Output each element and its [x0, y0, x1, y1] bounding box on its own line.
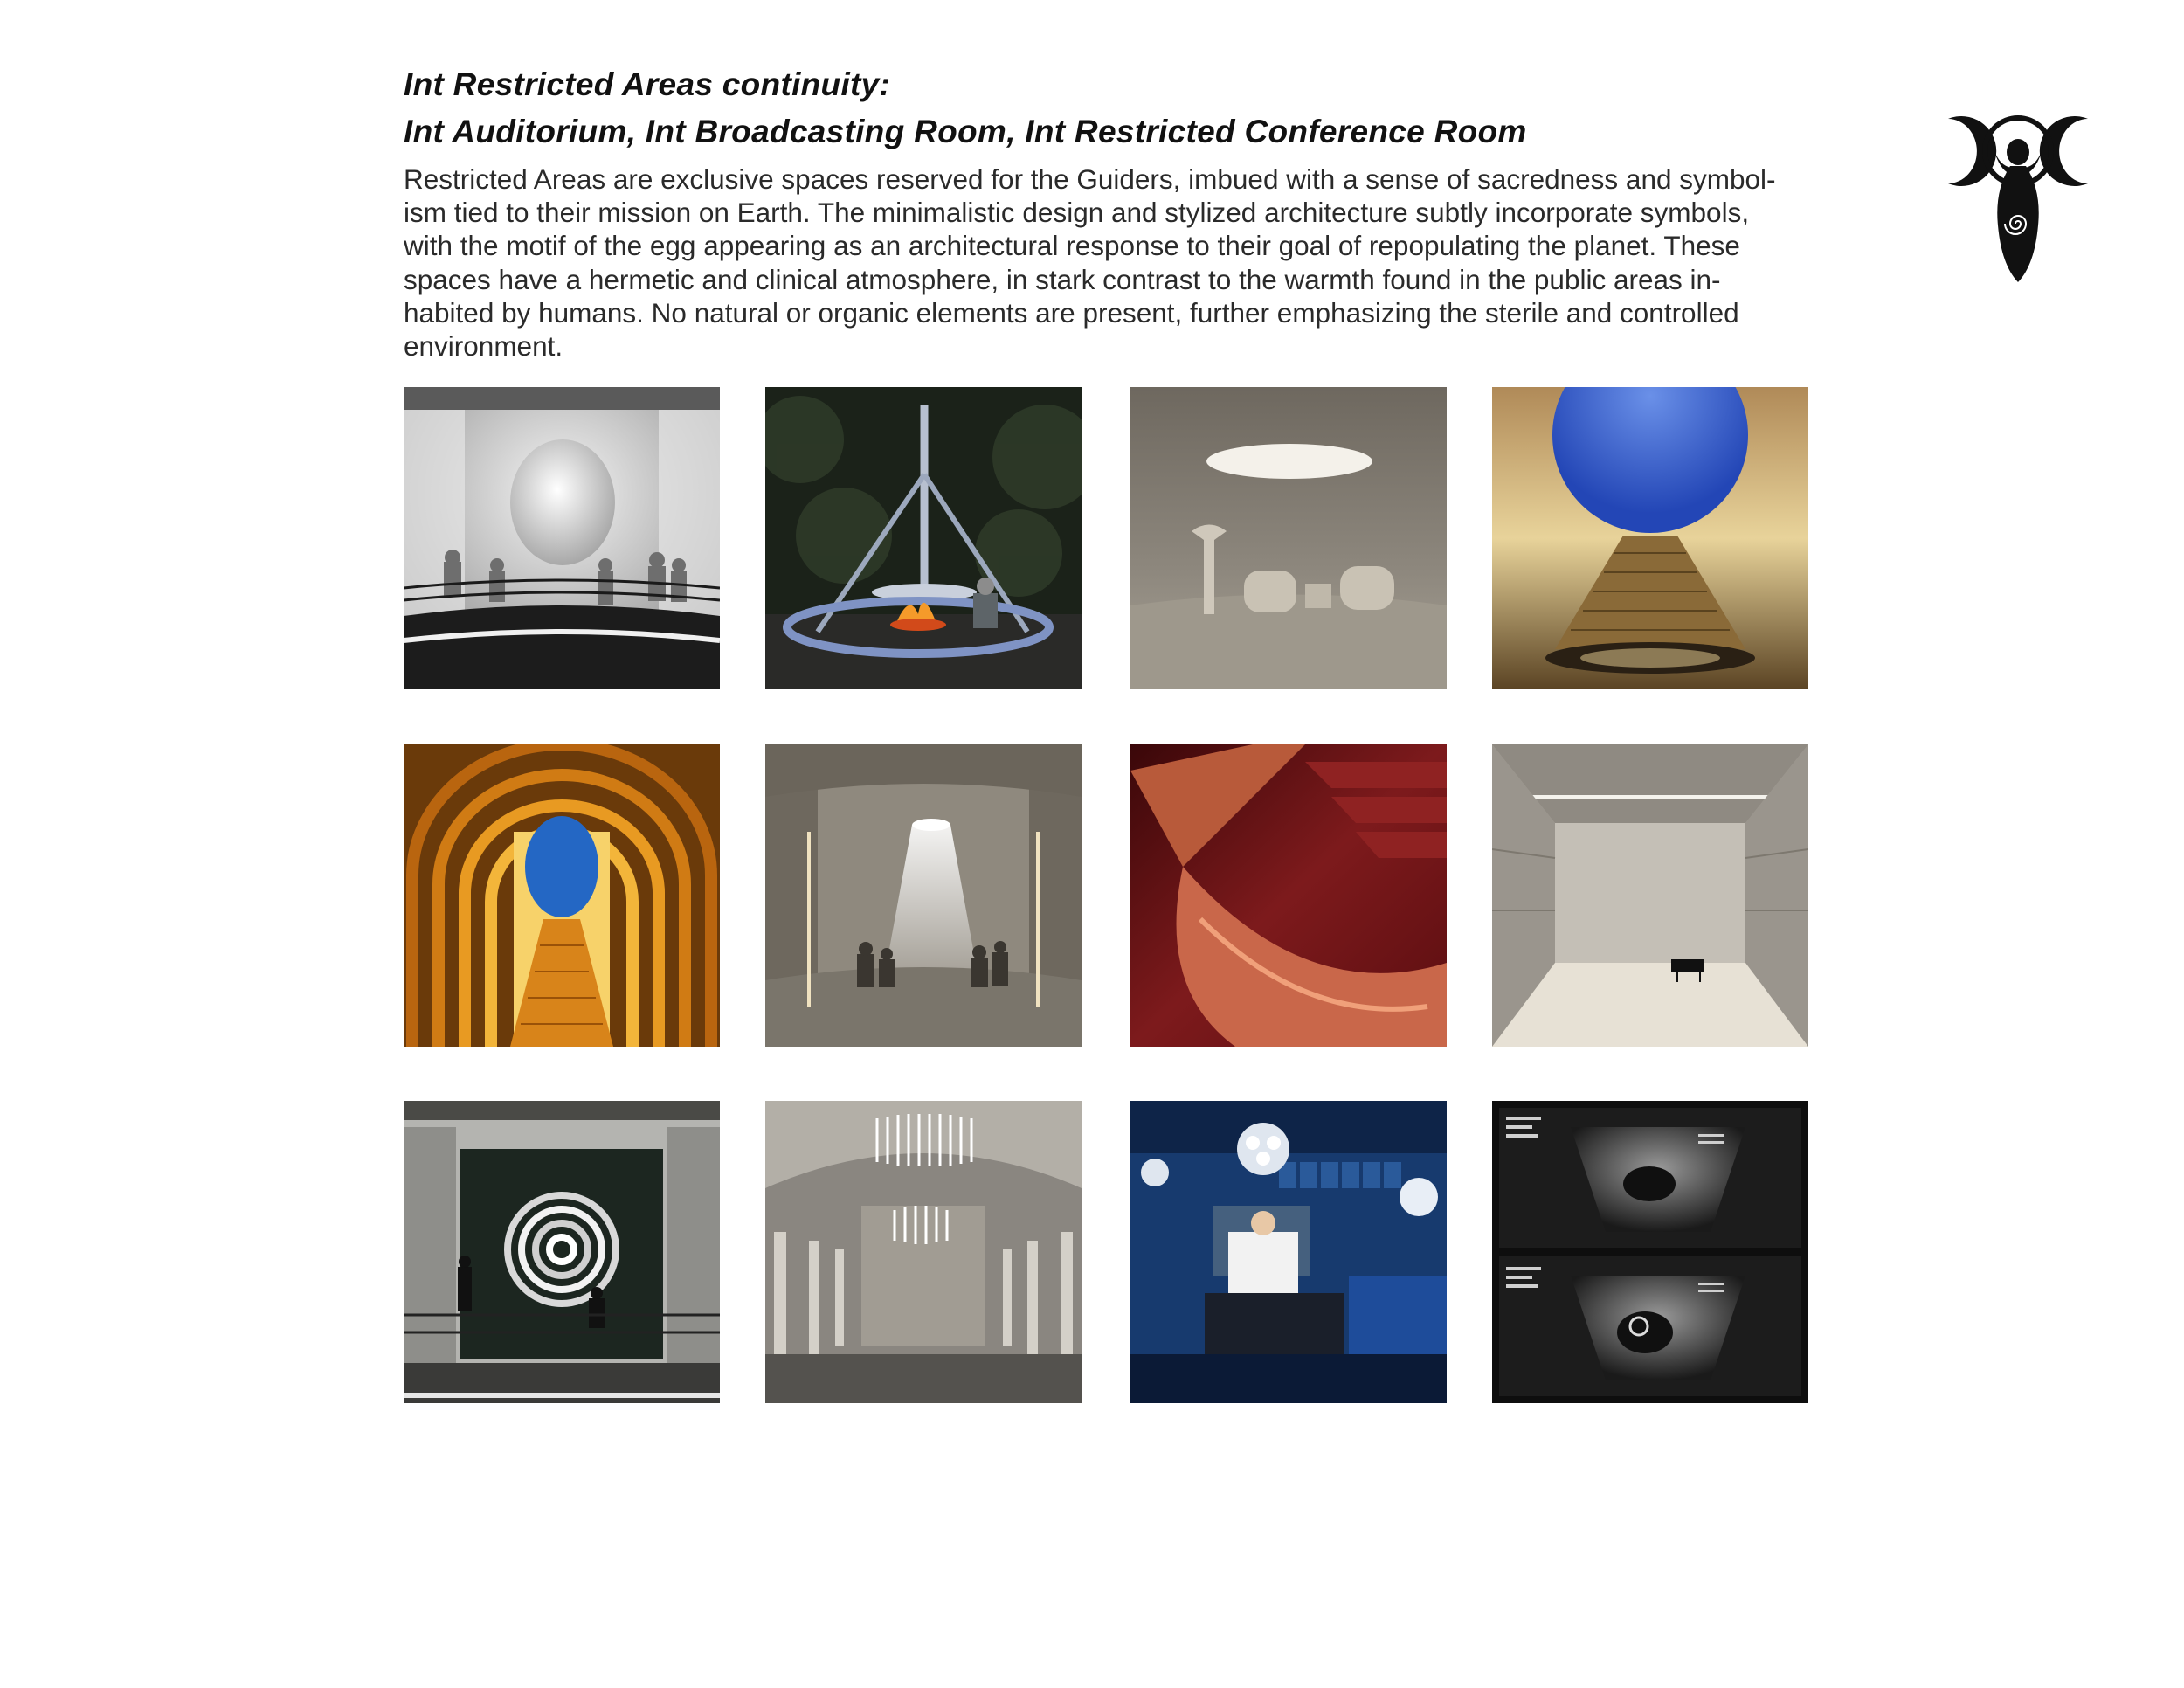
description-line: spaces have a hermetic and clinical atmosphere, in stark contrast to the warmth found in the public areas in- — [404, 263, 1721, 295]
image-white-egg-auditorium — [404, 387, 720, 689]
image-columned-hall-chandeliers — [765, 1101, 1082, 1403]
image-surgery-room-blue — [1130, 1101, 1447, 1403]
image-concrete-piano-hall — [1492, 744, 1808, 1047]
description-line: ism tied to their mission on Earth. The minimalistic design and stylized architecture subtly incorporate symbols, — [404, 197, 1750, 229]
description-line: environment. — [404, 330, 563, 363]
description-line: with the motif of the egg appearing as an architectural response to their goal of repopulating the planet. These — [404, 230, 1740, 262]
image-cylindrical-light-room — [765, 744, 1082, 1047]
triple-moon-goddess-icon — [1926, 112, 2110, 287]
image-blue-sky-oculus-stairs — [1492, 387, 1808, 689]
description-paragraph — [404, 163, 1801, 363]
image-concentric-light-disc — [404, 1101, 720, 1403]
image-beige-lounge-skylight — [1130, 387, 1447, 689]
description-line: Restricted Areas are exclusive spaces reserved for the Guiders, imbued with a sense of sacredness and symbol- — [404, 163, 1776, 195]
image-orange-tunnel-blue-portal — [404, 744, 720, 1047]
description-line: habited by humans. No natural or organic elements are present, further emphasizing the sterile and controlled — [404, 296, 1739, 329]
page-title-line-2: Int Auditorium, Int Broadcasting Room, Int Restricted Conference Room — [404, 114, 1527, 149]
image-tripod-fire-pit — [765, 387, 1082, 689]
image-ultrasound-scans — [1492, 1101, 1808, 1403]
page-title-line-1: Int Restricted Areas continuity: — [404, 66, 891, 102]
image-red-staircase — [1130, 744, 1447, 1047]
